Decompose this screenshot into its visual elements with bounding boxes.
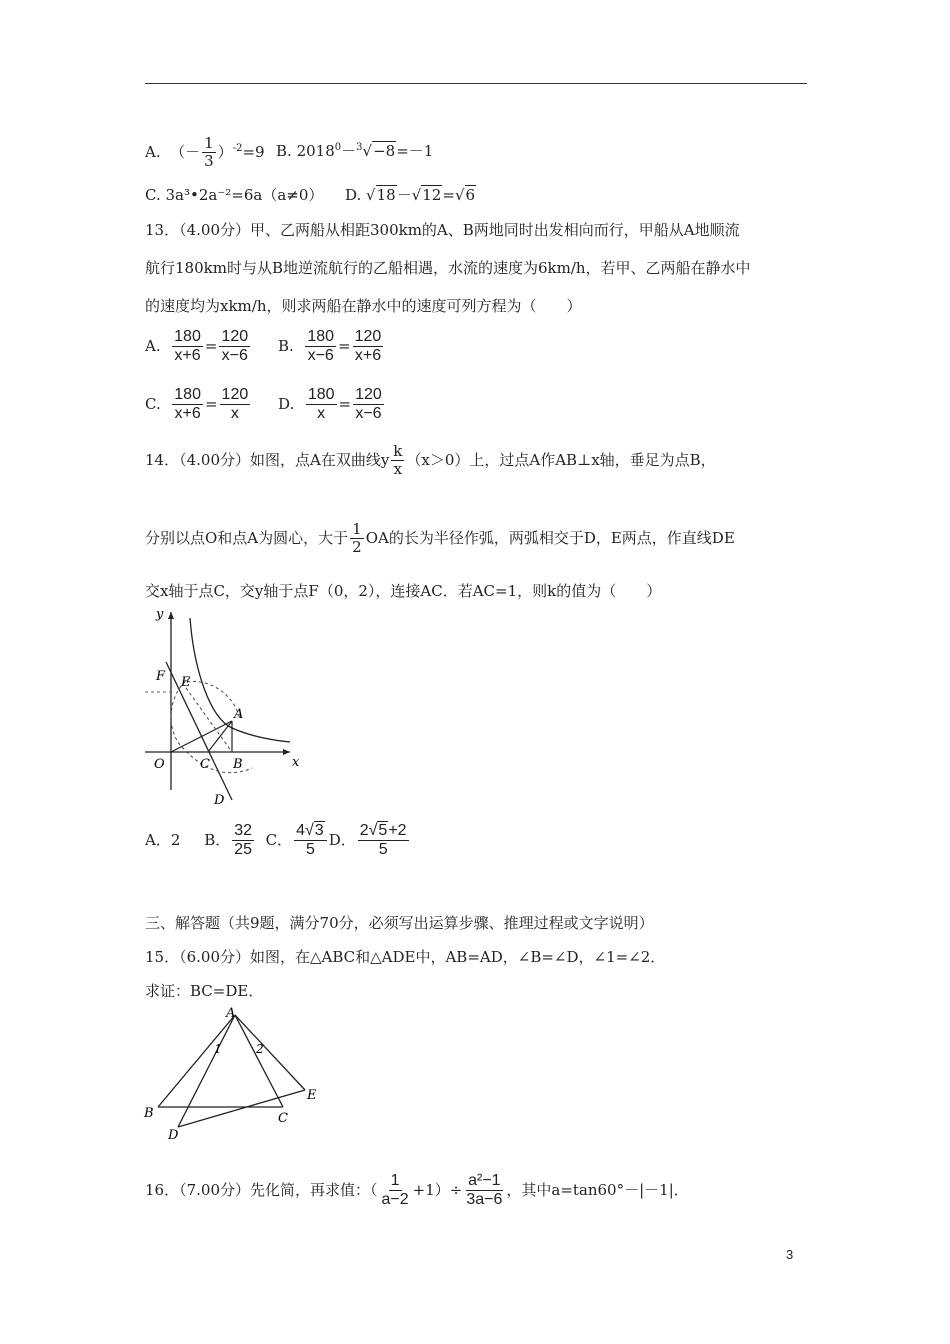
label-e: E [307,1088,317,1103]
q13-line-3: 的速度均为xkm/h，则求两船在静水中的速度可列方程为（ ） [145,297,582,315]
q13-line-1: 13．（4.00分）甲、乙两船从相距300km的A、B两地同时出发相向而行，甲船从A地顺流 [145,221,740,239]
q12-option-a: A. （－ $\frac{1}{3}$ ）$^{-2}$=9 [145,134,265,171]
q14-option-b: B． $\frac{32}{25}$ [204,822,253,859]
label-c: C [200,757,210,772]
label-b: B [144,1106,154,1121]
label-b: B [233,757,243,772]
q13-option-a: A. $\frac{180}{x+6}$ = $\frac{120}{x-6}$ [145,328,249,365]
label-a: A [234,707,244,722]
q15-line-2: 求证：BC=DE． [145,982,264,1000]
q14-option-a: A．2 [145,830,181,849]
q14-line-2: 分别以点O和点A为圆心，大于 $\frac{1}{2}$ OA的长为半径作弧，两弧相交于D，E两点，作直线DE [145,520,735,557]
line-de [166,662,232,800]
q12-option-c: C. 3a³•2a⁻²=6a（a≠0） [145,186,324,204]
label-x: x [292,755,300,770]
q14-options [145,822,411,860]
hyperbola-curve [190,618,290,742]
q13-line-2: 航行180km时与从B地逆流航行的乙船相遇，水流的速度为6km/h，若甲、乙两船在静水中 [145,259,751,277]
q14-line-1: 14．（4.00分）如图，点A在双曲线y $\frac{k}{x}$ （x＞0）上，过点A作AB⊥x轴，垂足为点B， [145,442,716,479]
segment-ac [235,1015,283,1107]
section-heading: 三、解答题（共9题，满分70分，必须写出运算步骤、推理过程或文字说明） [145,914,654,932]
q14-option-d: D． $\frac{2√5+2}{5}$ [328,822,407,859]
q15-figure [140,1005,330,1145]
label-angle-2: 2 [256,1042,264,1056]
q14-line-3: 交x轴于点C，交y轴于点F（0，2），连接AC．若AC=1，则k的值为（ ） [145,582,662,600]
q16-line: 16．（7.00分）先化简，再求值：（ $\frac{1}{a-2}$ +1）÷ $\frac{\text{a²−1}}{3a-6}$ ，其中a=tan60°－|－1|． [145,1172,689,1209]
header-rule [145,83,807,84]
label-f: F [156,669,166,684]
segment-ab [158,1015,235,1107]
arc-dashed-2 [187,681,240,720]
q12-option-d: D. √18－√12=√6 [345,186,476,204]
label-c: C [278,1111,288,1126]
q13-option-b: B. $\frac{180}{x-6}$ = $\frac{120}{x+6}$ [278,328,382,365]
segment-ae [235,1015,305,1090]
label-d: D [168,1128,179,1143]
label-y: y [156,607,164,622]
label-o: O [154,757,165,772]
page-number: 3 [786,1247,794,1262]
q15-line-1: 15．（6.00分）如图，在△ABC和△ADE中，AB=AD，∠B=∠D，∠1=∠2． [145,948,666,966]
segment-ad [178,1015,235,1127]
label-a: A [226,1006,236,1021]
label-d: D [214,793,225,808]
label-angle-1: 1 [214,1042,222,1056]
segment-oa [171,721,232,752]
label-e: E [181,675,191,690]
q14-figure [140,600,310,810]
q13-option-c: C. $\frac{180}{x+6}$ = $\frac{120}{x}$ [145,386,249,423]
q12-option-b: B. $2018^0-^3√-8=-1$ [276,142,434,160]
q13-option-d: D. $\frac{180}{x}$ = $\frac{120}{x-6}$ [278,386,382,423]
q14-option-c: C． $\frac{4√3}{5}$ [266,831,329,849]
